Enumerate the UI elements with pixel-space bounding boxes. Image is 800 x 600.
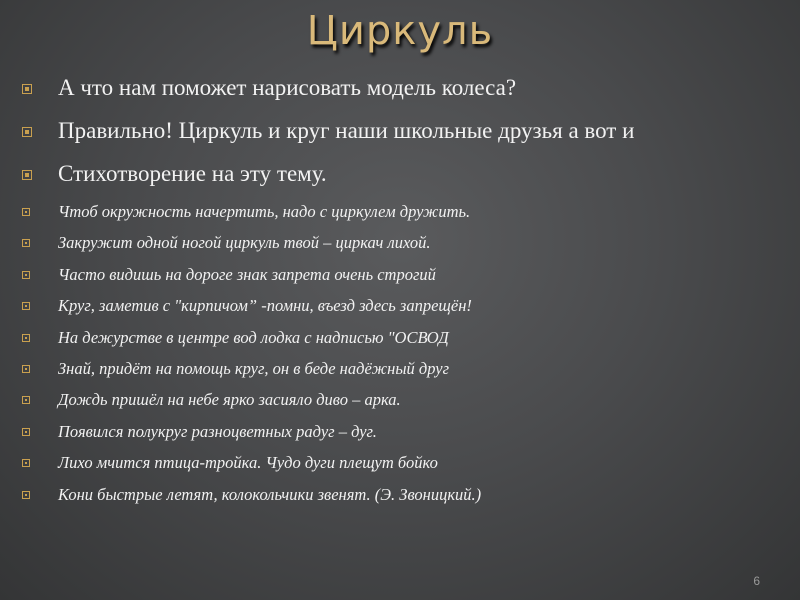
square-bullet-icon [22,334,30,342]
square-bullet-icon [22,208,30,216]
list-item-text: Дождь пришёл на небе ярко засияло диво – арка. [58,390,401,410]
list-item [22,158,782,190]
list-item [22,421,782,443]
list-item-text: Знай, придёт на помощь круг, он в беде надёжный друг [58,358,450,378]
slide-title: Циркуль [306,8,494,54]
list-item-text: Закружит одной ногой циркуль твой – циркач лихой. [58,233,431,253]
bullet-list [22,72,782,515]
square-bullet-icon [22,365,30,373]
list-item [22,232,782,254]
list-item [22,358,782,380]
list-item [22,389,782,411]
square-bullet-icon [22,170,32,180]
list-item-text: На дежурстве в центре вод лодка с надписью "ОСВОД [58,327,449,347]
page-number: 6 [753,574,760,588]
list-item-text: Правильно! Циркуль и круг наши школьные друзья а вот и [58,118,635,143]
list-item [22,115,782,147]
square-bullet-icon [22,271,30,279]
list-item-text: Кони быстрые летят, колокольчики звенят. (Э. Звоницкий.) [58,484,482,504]
list-item [22,484,782,506]
list-item-text: Лихо мчится птица-тройка. Чудо дуги плещут бойко [58,453,438,473]
square-bullet-icon [22,302,30,310]
list-item [22,327,782,349]
square-bullet-icon [22,459,30,467]
square-bullet-icon [22,396,30,404]
list-item [22,264,782,286]
list-item-text: Чтоб окружность начертить, надо с циркулем дружить. [58,202,471,221]
list-item [22,201,782,223]
square-bullet-icon [22,84,32,94]
list-item-text: Появился полукруг разноцветных радуг – дуг. [58,421,377,441]
list-item [22,72,782,104]
square-bullet-icon [22,239,30,247]
list-item-text: А что нам поможет нарисовать модель колеса? [58,75,517,100]
list-item-text: Часто видишь на дороге знак запрета очень строгий [58,264,436,284]
list-item [22,295,782,317]
list-item-text: Круг, заметив с "кирпичом” -помни, въезд здесь запрещён! [58,296,472,316]
square-bullet-icon [22,428,30,436]
list-item-text: Стихотворение на эту тему. [58,161,327,186]
list-item [22,452,782,474]
square-bullet-icon [22,127,32,137]
square-bullet-icon [22,491,30,499]
